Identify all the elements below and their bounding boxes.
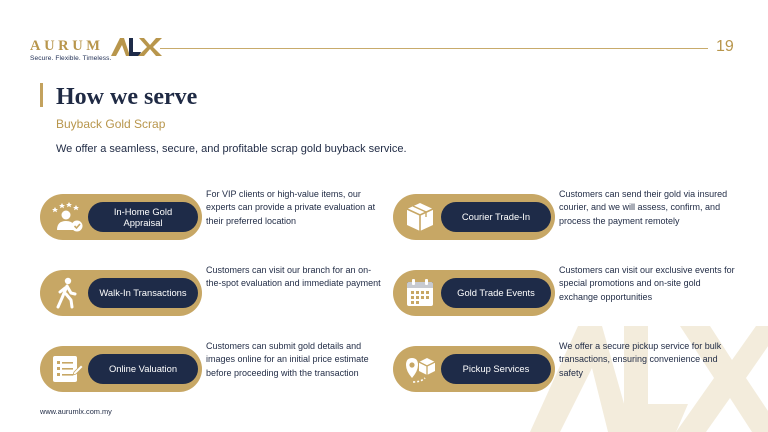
service-description: Customers can submit gold details and images online for an initial price estimate before proceeding with the transaction <box>206 341 369 378</box>
service-label: Walk-In Transactions <box>88 278 198 308</box>
service-label: Pickup Services <box>441 354 551 384</box>
service-description: We offer a secure pickup service for bulk transactions, ensuring convenience and safety <box>559 341 722 378</box>
service-description: Customers can visit our exclusive events for special promotions and on-site gold exchange opportunities <box>559 265 735 302</box>
service-description: For VIP clients or high-value items, our experts can provide a private evaluation at their preferred location <box>206 189 376 226</box>
service-label: Gold Trade Events <box>441 278 551 308</box>
service-walk-in <box>40 264 380 336</box>
brand-mark-icon <box>109 36 163 58</box>
page-number: 19 <box>716 38 734 55</box>
brand-logo <box>30 38 160 64</box>
brand-word: AURUM <box>30 38 104 54</box>
page-subtitle: Buyback Gold Scrap <box>56 117 166 131</box>
footer-website: www.aurumlx.com.my <box>40 407 112 416</box>
walking-person-icon <box>50 276 84 310</box>
title-accent-bar <box>40 83 43 107</box>
location-pickup-icon <box>403 352 437 386</box>
page-title: How we serve <box>56 84 198 110</box>
service-description: Customers can visit our branch for an on-the-spot evaluation and immediate payment <box>206 265 381 289</box>
service-pickup <box>393 340 733 412</box>
service-gold-trade-events <box>393 264 733 336</box>
service-label: In-Home Gold Appraisal <box>88 202 198 232</box>
intro-text: We offer a seamless, secure, and profitable scrap gold buyback service. <box>56 143 407 155</box>
vip-appraisal-icon <box>50 200 84 234</box>
service-label: Online Valuation <box>88 354 198 384</box>
service-online-valuation <box>40 340 380 412</box>
service-courier-trade-in <box>393 188 733 260</box>
service-description: Customers can send their gold via insured courier, and we will assess, confirm, and process the payment remotely <box>559 189 728 226</box>
service-label: Courier Trade-In <box>441 202 551 232</box>
online-form-icon <box>50 352 84 386</box>
service-in-home-appraisal <box>40 188 380 260</box>
brand-tagline: Secure. Flexible. Timeless. <box>30 55 112 62</box>
calendar-icon <box>403 276 437 310</box>
header-divider <box>160 48 708 49</box>
parcel-box-icon <box>403 200 437 234</box>
